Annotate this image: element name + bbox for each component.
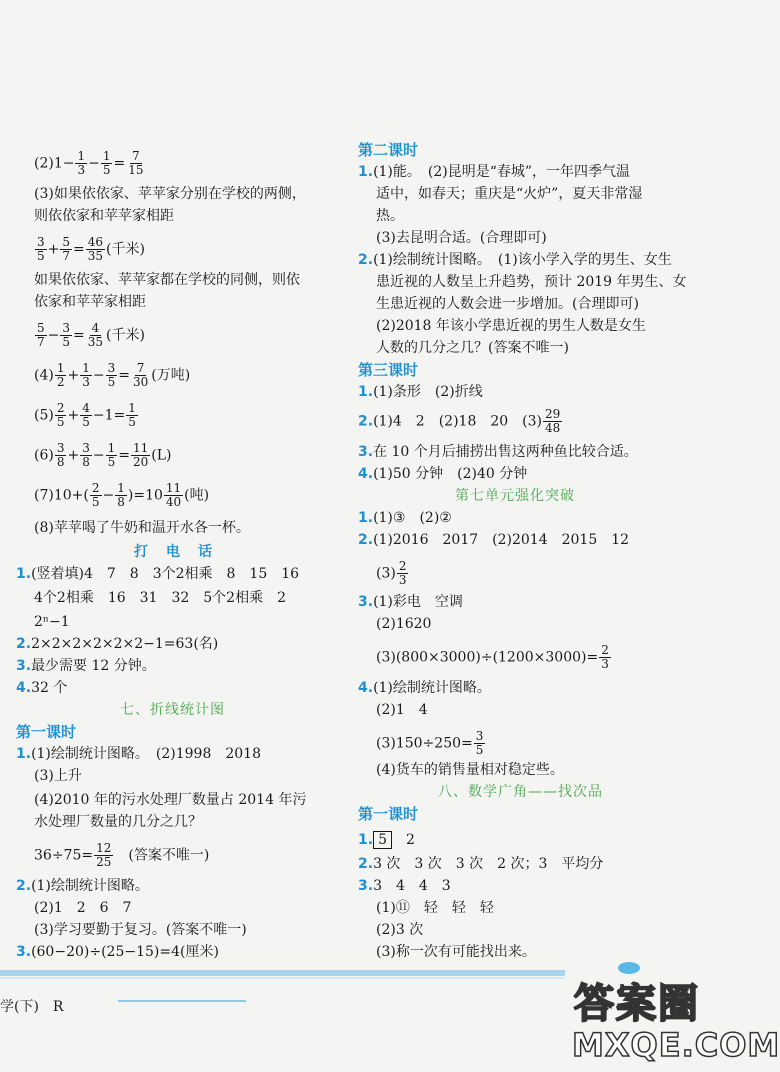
v-item-3c: (2)3 次: [376, 922, 424, 938]
footer-subject: 学(下) R: [0, 999, 64, 1015]
u-item-2: 2.(1)2016 2017 (2)2014 2015 12: [358, 532, 630, 548]
fraction: $\frac{1}{3}$: [77, 149, 86, 177]
fraction: $\frac{4}{5}$: [82, 401, 90, 429]
u-item-1: 1.(1)③ (2)②: [358, 510, 452, 526]
watermark-logo: [568, 966, 780, 1072]
s-item-1d: 水处理厂数量的几分之几？: [34, 814, 202, 830]
r-item-2d: (2)2018 年该小学患近视的男生人数是女生: [376, 318, 646, 334]
u-item-4d: (4)货车的销售量相对稳定些。: [376, 762, 564, 778]
r-item-1d: (3)去昆明合适。(合理即可): [376, 230, 547, 246]
v-item-3d: (3)称一次有可能找出来。: [376, 944, 536, 960]
fraction: $\frac{7}{30}$: [132, 361, 149, 389]
t-item-2: 2.(1)4 2 (2)18 20 (3) $\frac{29}{48}$: [358, 407, 561, 435]
lesson1-heading: 第一课时: [16, 723, 77, 741]
s-item-1e: 36÷75= $\frac{12}{25}$ (答案不唯一): [34, 841, 210, 869]
left-line-11: (7)10+( $\frac{2}{5}$ − $\frac{1}{8}$ )=10 $\frac{11}{40}$ (吨): [34, 481, 210, 509]
left-line-7: $\frac{5}{7}$ − $\frac{3}{5}$ = $\frac{4}{35}$ (千米): [37, 321, 145, 349]
s-item-2c: (3)学习要勤于复习。(答案不唯一): [34, 922, 247, 938]
left-line-5: 如果依依家、苹苹家都在学校的同侧，则依: [34, 272, 300, 288]
fraction: $\frac{29}{48}$: [545, 407, 561, 435]
left-line-3: (3)如果依依家、苹苹家分别在学校的两侧，: [34, 186, 306, 202]
s-item-1c: (4)2010 年的污水处理厂数量占 2014 年污: [34, 792, 307, 808]
footer-band-thin: [0, 977, 565, 979]
fraction: $\frac{3}{5}$: [37, 235, 45, 263]
t-item-3: 3.在 10 个月后捕捞出售这两种鱼比较合适。: [358, 444, 638, 460]
fraction: $\frac{5}{7}$: [37, 321, 45, 349]
lesson2-heading: 第二课时: [358, 141, 419, 159]
fraction: $\frac{2}{3}$: [601, 643, 609, 671]
left-line-6: 依家和苹苹家相距: [34, 294, 146, 310]
t-item-4: 4.(1)50 分钟 (2)40 分钟: [358, 466, 528, 482]
call-item-1b: 4个2相乘 16 31 32 5个2相乘 2: [34, 590, 286, 606]
footer-band: [0, 970, 565, 976]
v-item-3: 3.3 4 4 3: [358, 878, 451, 894]
unit8-heading: 八、数学广角——找次品: [438, 784, 603, 800]
u-item-3c: (3)(800×3000)÷(1200×3000)= $\frac{2}{3}$: [376, 643, 609, 671]
left-line-4: $\frac{3}{5}$ + $\frac{5}{7}$ = $\frac{46}{35}$ (千米): [37, 235, 145, 263]
r-item-2b: 患近视的人数呈上升趋势，预计 2019 年男生、女: [376, 274, 687, 290]
u-item-4c: (3)150÷250= $\frac{3}{5}$: [376, 729, 484, 757]
fraction: $\frac{3}{5}$: [62, 321, 71, 349]
r-item-2: 2.(1)绘制统计图略。 (1)该小学入学的男生、女生: [358, 252, 672, 268]
left-line-12: (8)苹苹喝了牛奶和温开水各一杯。: [34, 520, 250, 536]
fraction: $\frac{11}{40}$: [165, 481, 182, 509]
v-item-3b: (1)⑪ 轻 轻 轻: [376, 900, 494, 916]
fraction: $\frac{1}{5}$: [128, 401, 136, 429]
fraction: $\frac{4}{35}$: [87, 321, 104, 349]
s-item-2b: (2)1 2 6 7: [34, 900, 132, 916]
v-item-2: 2.3 次 3 次 3 次 2 次；3 平均分: [358, 856, 604, 872]
call-item-3: 3.最少需要 12 分钟。: [16, 658, 156, 674]
lesson3-heading: 第三课时: [358, 361, 419, 379]
v-item-1: 1. 5 2: [358, 832, 415, 848]
left-line-10: (6) $\frac{3}{8}$ + $\frac{3}{8}$ − $\frac{1}{5}$ = $\frac{11}{20}$ (L): [34, 441, 172, 469]
u-item-4b: (2)1 4: [376, 702, 428, 718]
watermark-title: 答案圈: [574, 981, 700, 1027]
r-item-1c: 热。: [376, 208, 404, 224]
fraction: $\frac{3}{5}$: [107, 361, 116, 389]
left-line-3b: 则依依家和苹苹家相距: [34, 208, 174, 224]
fraction: $\frac{1}{2}$: [56, 361, 65, 389]
r-item-2c: 生患近视的人数会进一步增加。(合理即可): [376, 296, 639, 312]
r-item-2e: 人数的几分之几？(答案不唯一): [376, 340, 569, 356]
u-item-2b: (3) $\frac{2}{3}$: [376, 559, 407, 587]
fraction: $\frac{2}{5}$: [56, 401, 65, 429]
fraction: $\frac{7}{15}$: [128, 149, 144, 177]
s-item-1b: (3)上升: [34, 768, 82, 784]
watermark-url: MXQE.COM: [572, 1026, 780, 1064]
call-item-4: 4.32 个: [16, 680, 68, 696]
section-heading-phone: 打 电 话: [134, 544, 214, 560]
fraction: $\frac{11}{20}$: [132, 441, 149, 469]
u-item-3: 3.(1)彩电 空调: [358, 594, 463, 610]
call-item-2: 2.2×2×2×2×2×2−1=63(名): [16, 636, 219, 652]
call-item-1: 1.(竖着填)4 7 8 3个2相乘 8 15 16: [16, 566, 300, 582]
r-item-1: 1.(1)能。 (2)昆明是“春城”，一年四季气温: [358, 164, 631, 180]
fraction: $\frac{5}{7}$: [62, 235, 71, 263]
left-line-8: (4) $\frac{1}{2}$ + $\frac{1}{3}$ − $\frac{3}{5}$ = $\frac{7}{30}$ (万吨): [34, 361, 191, 389]
s-item-2: 2.(1)绘制统计图略。: [16, 878, 149, 894]
s-item-3: 3.(60−20)÷(25−15)=4(厘米): [16, 944, 219, 960]
call-item-1c: 2ⁿ−1: [34, 614, 70, 630]
fraction: $\frac{2}{5}$: [91, 481, 100, 509]
fraction: $\frac{1}{3}$: [82, 361, 90, 389]
s-item-1: 1.(1)绘制统计图略。 (2)1998 2018: [16, 746, 261, 762]
fraction: $\frac{2}{3}$: [398, 559, 407, 587]
r-item-1b: 适中，如春天；重庆是“火炉”，夏天非常湿: [376, 186, 643, 202]
answer-box: 5: [373, 831, 392, 849]
unit7-heading: 七、折线统计图: [120, 702, 225, 718]
fraction: $\frac{1}{8}$: [117, 481, 125, 509]
fraction: $\frac{1}{5}$: [107, 441, 116, 469]
fraction: $\frac{3}{5}$: [475, 729, 484, 757]
t-item-1: 1.(1)条形 (2)折线: [358, 384, 483, 400]
fraction: $\frac{3}{8}$: [56, 441, 65, 469]
u-item-3b: (2)1620: [376, 616, 432, 632]
left-line-2: (2)1− $\frac{1}{3}$ − $\frac{1}{5}$ = $\frac{7}{15}$: [34, 149, 144, 177]
lesson1b-heading: 第一课时: [358, 805, 419, 823]
fraction: $\frac{12}{25}$: [96, 841, 112, 869]
fraction: $\frac{46}{35}$: [87, 235, 104, 263]
u-item-4: 4.(1)绘制统计图略。: [358, 680, 491, 696]
unit7-break-heading: 第七单元强化突破: [455, 488, 575, 504]
fraction: $\frac{3}{8}$: [82, 441, 90, 469]
fraction: $\frac{1}{5}$: [102, 149, 111, 177]
footer-rule: [118, 1000, 246, 1002]
left-line-9: (5) $\frac{2}{5}$ + $\frac{4}{5}$ −1= $\frac{1}{5}$: [34, 401, 136, 429]
